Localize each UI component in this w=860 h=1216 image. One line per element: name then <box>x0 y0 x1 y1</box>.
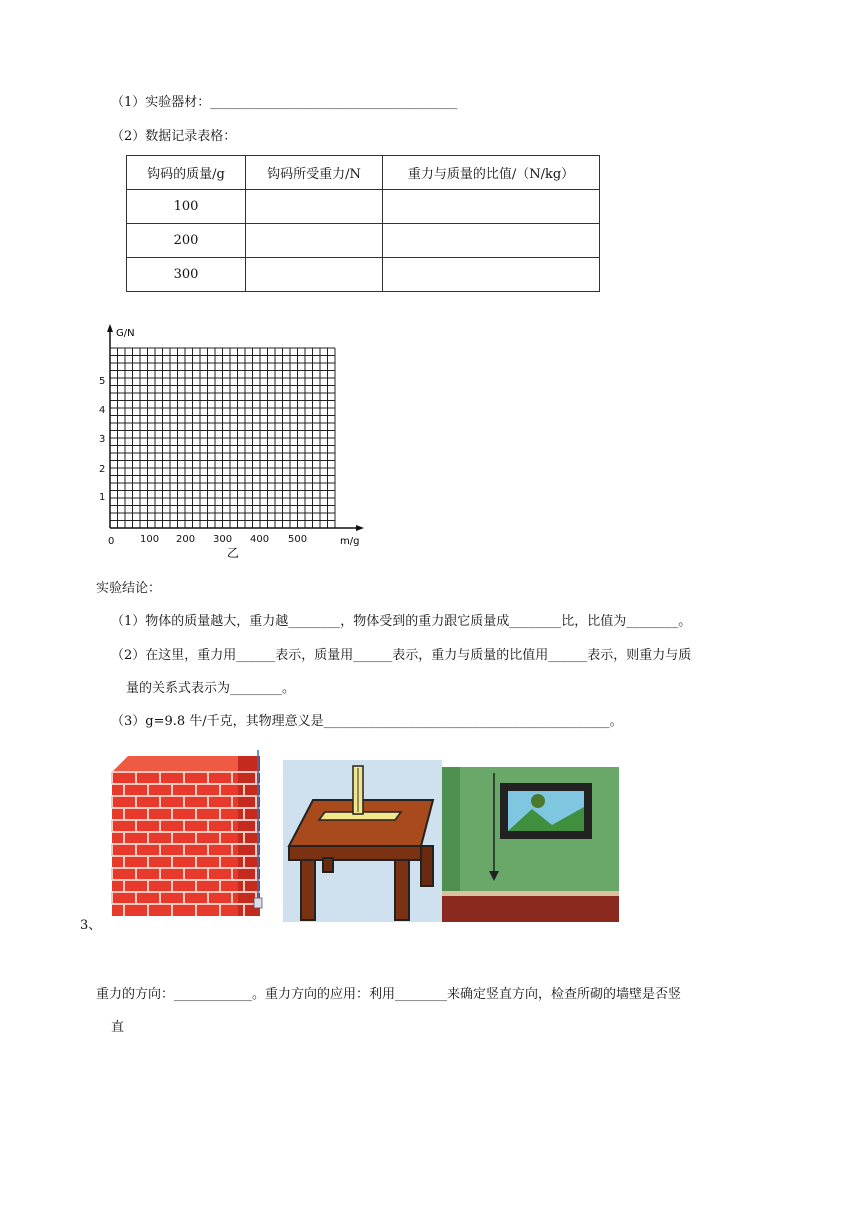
cell-gravity[interactable] <box>246 190 383 224</box>
conclusion-title: 实验结论： <box>96 581 162 596</box>
cell-ratio[interactable] <box>383 224 600 258</box>
y-axis-arrow-icon <box>107 324 113 332</box>
q3-number: 3、 <box>80 918 102 933</box>
data-record-table <box>126 155 600 292</box>
cell-mass: 300 <box>127 258 246 292</box>
brick-wall-plumb-line-image <box>108 750 266 922</box>
conclusion-line-2a: （2）在这里，重力用______表示，质量用______表示，重力与质量的比值用______表示，则重力与质 <box>111 648 692 663</box>
q3-line-2: 直 <box>111 1020 125 1035</box>
cell-ratio[interactable] <box>383 190 600 224</box>
blank-graph <box>96 322 386 566</box>
wall-picture-plumb-image <box>442 767 619 926</box>
cell-ratio[interactable] <box>383 258 600 292</box>
header-ratio: 重力与质量的比值/（N/kg） <box>383 156 600 190</box>
table-header-row <box>127 156 600 190</box>
x-axis-label: m/g <box>340 536 360 547</box>
conclusion-line-3: （3）g=9.8 牛/千克，其物理意义是____________________________________________。 <box>111 714 623 729</box>
table-row <box>127 258 600 292</box>
x-axis-arrow-icon <box>356 525 364 531</box>
cell-mass: 100 <box>127 190 246 224</box>
x-tick-label: 200 <box>176 534 196 545</box>
x-tick-label: 400 <box>250 534 270 545</box>
table-level-image <box>283 760 442 926</box>
table-row <box>127 190 600 224</box>
q3-line-1: 重力的方向：____________。重力方向的应用：利用________来确定竖直方向，检查所砌的墙壁是否竖 <box>96 987 682 1002</box>
header-mass: 钩码的质量/g <box>127 156 246 190</box>
graph-caption: 乙 <box>227 546 240 560</box>
table-row <box>127 224 600 258</box>
cell-gravity[interactable] <box>246 224 383 258</box>
q1-line <box>111 91 457 110</box>
equipment-blank[interactable]: ______________________________________ <box>210 95 458 110</box>
y-tick-label: 1 <box>99 492 106 503</box>
x-tick-label: 300 <box>213 534 233 545</box>
graph-svg <box>96 322 386 562</box>
x-tick-label: 100 <box>140 534 160 545</box>
y-tick-label: 5 <box>99 376 106 387</box>
x-tick-label: 0 <box>108 536 115 547</box>
q2-label: （2）数据记录表格： <box>111 129 237 144</box>
x-tick-label: 500 <box>288 534 308 545</box>
y-tick-label: 3 <box>99 434 106 445</box>
q1-label: （1）实验器材： <box>111 95 211 110</box>
conclusion-line-1: （1）物体的质量越大，重力越________，物体受到的重力跟它质量成________比，比值为________。 <box>111 614 692 629</box>
y-tick-label: 4 <box>99 405 106 416</box>
cell-gravity[interactable] <box>246 258 383 292</box>
cell-mass: 200 <box>127 224 246 258</box>
y-tick-label: 2 <box>99 464 106 475</box>
y-axis-label: G/N <box>116 328 135 339</box>
header-gravity: 钩码所受重力/N <box>246 156 383 190</box>
conclusion-line-2b: 量的关系式表示为________。 <box>126 681 296 696</box>
